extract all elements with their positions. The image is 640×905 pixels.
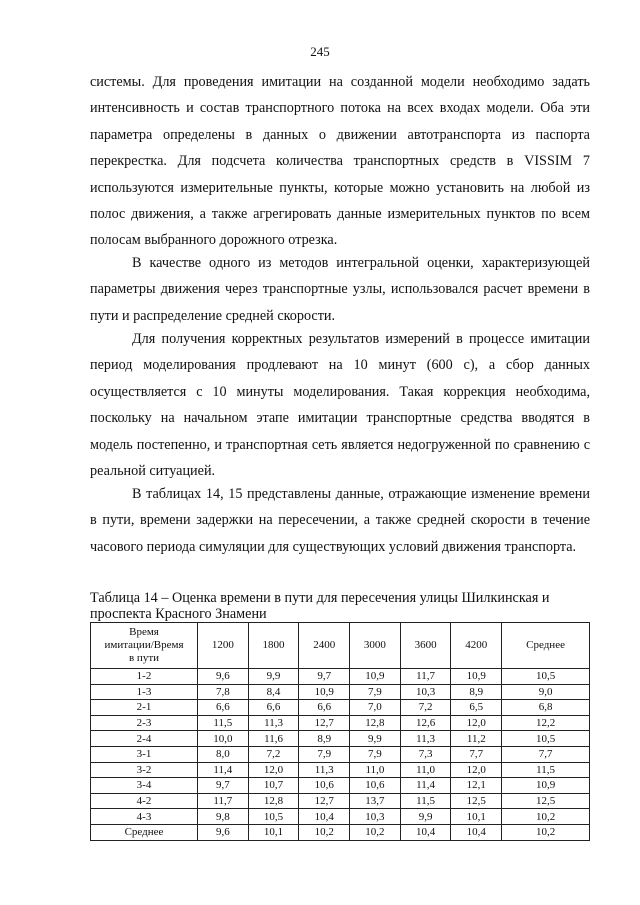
table-cell: 12,0 xyxy=(451,715,502,731)
row-label-cell: Среднее xyxy=(91,824,198,840)
table-cell: 6,6 xyxy=(248,700,299,716)
table-cell: 12,0 xyxy=(248,762,299,778)
table-row xyxy=(91,684,590,700)
table-cell: 11,2 xyxy=(451,731,502,747)
table-cell: 7,0 xyxy=(350,700,401,716)
table-header-row xyxy=(91,623,590,669)
table-cell: 13,7 xyxy=(350,793,401,809)
table-cell: 11,5 xyxy=(502,762,590,778)
travel-time-table xyxy=(90,622,590,841)
table-cell: 10,3 xyxy=(400,684,451,700)
table-cell: 7,9 xyxy=(299,746,350,762)
table-cell: 10,5 xyxy=(248,809,299,825)
table-cell: 11,7 xyxy=(400,669,451,685)
table-cell: 11,3 xyxy=(299,762,350,778)
table-cell: 12,8 xyxy=(248,793,299,809)
table-cell: 10,0 xyxy=(198,731,249,747)
row-label-cell: 1-2 xyxy=(91,669,198,685)
table-cell: 11,7 xyxy=(198,793,249,809)
header-col-3000: 3000 xyxy=(350,623,401,669)
table-row xyxy=(91,793,590,809)
table-cell: 10,2 xyxy=(299,824,350,840)
table-cell: 10,4 xyxy=(451,824,502,840)
table-cell: 12,6 xyxy=(400,715,451,731)
table-cell: 10,5 xyxy=(502,731,590,747)
table-cell: 12,8 xyxy=(350,715,401,731)
table-cell: 12,5 xyxy=(451,793,502,809)
table-cell: 11,3 xyxy=(400,731,451,747)
header-col-1200: 1200 xyxy=(198,623,249,669)
row-label-cell: 3-4 xyxy=(91,778,198,794)
table-cell: 7,7 xyxy=(451,746,502,762)
table-cell: 10,2 xyxy=(350,824,401,840)
table-row xyxy=(91,700,590,716)
table-row xyxy=(91,824,590,840)
paragraph-4: В таблицах 14, 15 представлены данные, отражающие изменение времени в пути, времени задержки на пересечении, а также средней скорости в течение часового периода симуляции для существующих условий движения транспорта. xyxy=(90,486,590,555)
table-cell: 8,9 xyxy=(299,731,350,747)
table-row xyxy=(91,778,590,794)
table-row xyxy=(91,669,590,685)
table-cell: 7,9 xyxy=(350,746,401,762)
table-cell: 8,9 xyxy=(451,684,502,700)
table-cell: 12,7 xyxy=(299,793,350,809)
table-row xyxy=(91,809,590,825)
table-cell: 11,0 xyxy=(400,762,451,778)
table-cell: 7,7 xyxy=(502,746,590,762)
row-label-cell: 2-4 xyxy=(91,731,198,747)
table-cell: 12,2 xyxy=(502,715,590,731)
header-col-1800: 1800 xyxy=(248,623,299,669)
table-cell: 6,8 xyxy=(502,700,590,716)
table-cell: 9,0 xyxy=(502,684,590,700)
table-cell: 8,4 xyxy=(248,684,299,700)
table-cell: 9,9 xyxy=(350,731,401,747)
row-label-cell: 2-3 xyxy=(91,715,198,731)
row-label-cell: 1-3 xyxy=(91,684,198,700)
table-cell: 7,8 xyxy=(198,684,249,700)
table-cell: 12,0 xyxy=(451,762,502,778)
row-label-cell: 4-2 xyxy=(91,793,198,809)
table-cell: 7,9 xyxy=(350,684,401,700)
table-cell: 7,2 xyxy=(400,700,451,716)
table-cell: 10,6 xyxy=(299,778,350,794)
paragraph-3: Для получения корректных результатов измерений в процессе имитации период моделирования продлевают на 10 минут (600 с), а сбор данных осуществляется с 10 минуты моделирования. Такая коррекция необходима, поскольку на начальном этапе имитации транспортные средства вводятся в модель постепенно, и транспортная сеть является недогруженной по сравнению с реальной ситуацией. xyxy=(90,331,590,480)
paragraph-2: В качестве одного из методов интегральной оценки, характеризующей параметры движения через транспортные узлы, использовался расчет времени в пути и распределение средней скорости. xyxy=(90,255,590,324)
table-cell: 11,0 xyxy=(350,762,401,778)
table-cell: 12,7 xyxy=(299,715,350,731)
header-first-col xyxy=(91,623,198,669)
table-cell: 10,5 xyxy=(502,669,590,685)
header-first-line-1: Время xyxy=(129,626,159,638)
table-cell: 8,0 xyxy=(198,746,249,762)
table-cell: 7,3 xyxy=(400,746,451,762)
table-cell: 10,1 xyxy=(451,809,502,825)
table-cell: 11,6 xyxy=(248,731,299,747)
page-number: 245 xyxy=(310,44,330,59)
table-cell: 9,6 xyxy=(198,669,249,685)
row-label-cell: 2-1 xyxy=(91,700,198,716)
table-cell: 11,3 xyxy=(248,715,299,731)
table-cell: 10,6 xyxy=(350,778,401,794)
table-cell: 10,4 xyxy=(400,824,451,840)
table-cell: 10,1 xyxy=(248,824,299,840)
table-row xyxy=(91,762,590,778)
table-cell: 9,8 xyxy=(198,809,249,825)
row-label-cell: 4-3 xyxy=(91,809,198,825)
table-cell: 11,5 xyxy=(198,715,249,731)
table-cell: 12,5 xyxy=(502,793,590,809)
table-cell: 7,2 xyxy=(248,746,299,762)
table-cell: 10,9 xyxy=(451,669,502,685)
table-row xyxy=(91,715,590,731)
header-col-average: Среднее xyxy=(502,623,590,669)
header-col-2400: 2400 xyxy=(299,623,350,669)
table-cell: 11,5 xyxy=(400,793,451,809)
table-cell: 10,7 xyxy=(248,778,299,794)
table-cell: 10,3 xyxy=(350,809,401,825)
table-cell: 9,7 xyxy=(198,778,249,794)
row-label-cell: 3-2 xyxy=(91,762,198,778)
table-cell: 11,4 xyxy=(400,778,451,794)
table-cell: 9,9 xyxy=(248,669,299,685)
table-cell: 9,9 xyxy=(400,809,451,825)
table-cell: 9,7 xyxy=(299,669,350,685)
table-caption: Таблица 14 – Оценка времени в пути для пересечения улицы Шилкинская и проспекта Красного Знамени xyxy=(90,590,550,622)
table-cell: 11,4 xyxy=(198,762,249,778)
table-row xyxy=(91,731,590,747)
table-cell: 9,6 xyxy=(198,824,249,840)
table-cell: 10,2 xyxy=(502,824,590,840)
table-cell: 10,2 xyxy=(502,809,590,825)
table-cell: 6,6 xyxy=(299,700,350,716)
header-first-line-2: имитации/Время xyxy=(104,639,184,651)
table-row xyxy=(91,746,590,762)
table-cell: 10,9 xyxy=(350,669,401,685)
header-first-line-3: в пути xyxy=(128,652,160,664)
table-cell: 10,4 xyxy=(299,809,350,825)
table-cell: 6,6 xyxy=(198,700,249,716)
table-cell: 10,9 xyxy=(299,684,350,700)
row-label-cell: 3-1 xyxy=(91,746,198,762)
header-col-3600: 3600 xyxy=(400,623,451,669)
table-cell: 6,5 xyxy=(451,700,502,716)
header-col-4200: 4200 xyxy=(451,623,502,669)
paragraph-1: системы. Для проведения имитации на созданной модели необходимо задать интенсивность и состав транспортного потока на всех входах модели. Оба эти параметра определены в данных о движении автотранспорта из паспорта перекрестка. Для подсчета количества транспортных средств в VISSIM 7 используются измерительные пункты, которые можно установить на любой из полос движения, а также агрегировать данные измерительных пунктов по всем полосам выбранного дорожного отрезка. xyxy=(90,74,590,249)
table-cell: 10,9 xyxy=(502,778,590,794)
table-cell: 12,1 xyxy=(451,778,502,794)
